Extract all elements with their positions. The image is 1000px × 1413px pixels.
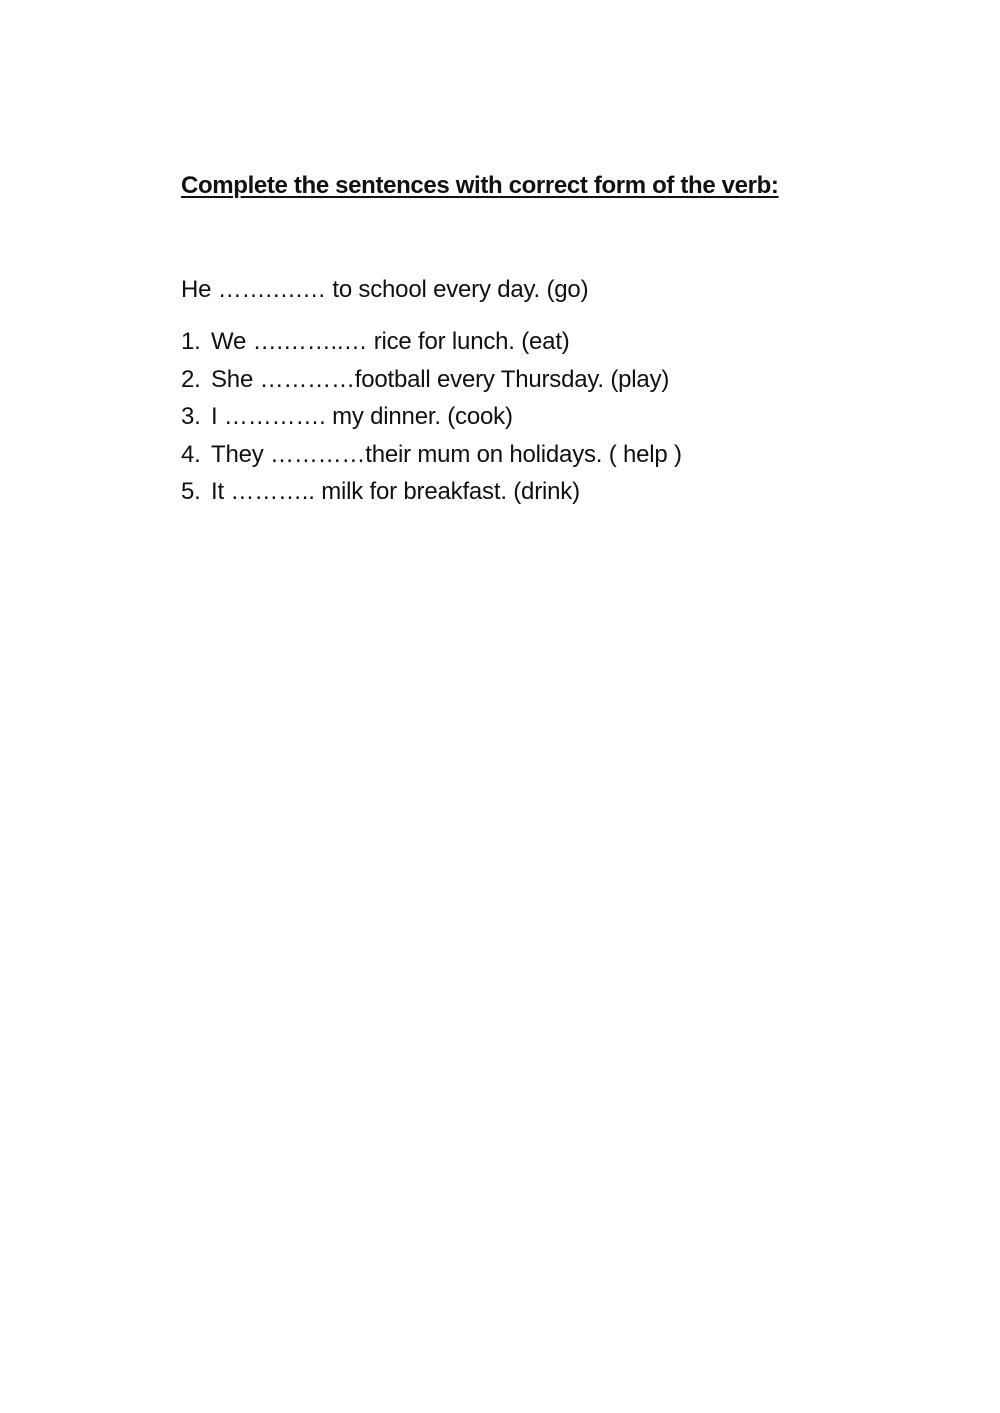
item-number: 2. [181, 365, 201, 393]
item-sentence: She …………football every Thursday. (play) [211, 365, 670, 393]
exercise-item-3 [181, 402, 682, 440]
item-number: 5. [181, 478, 201, 505]
exercise-item-1 [181, 327, 682, 365]
item-sentence: They …………their mum on holidays. ( help ) [211, 440, 682, 468]
item-sentence: I …………. my dinner. (cook) [211, 403, 513, 430]
exercise-list [181, 327, 682, 515]
item-number: 4. [181, 440, 201, 468]
exercise-item-4 [181, 440, 682, 478]
item-sentence: We ….……..… rice for lunch. (eat) [211, 328, 570, 355]
item-sentence: It ……….. milk for breakfast. (drink) [211, 478, 580, 505]
exercise-item-2 [181, 365, 682, 403]
item-number: 3. [181, 403, 201, 430]
exercise-item-5 [181, 477, 682, 515]
worksheet-title: Complete the sentences with correct form of the verb: [181, 172, 779, 199]
example-sentence: He …….….… to school every day. (go) [181, 276, 589, 303]
item-number: 1. [181, 328, 201, 355]
